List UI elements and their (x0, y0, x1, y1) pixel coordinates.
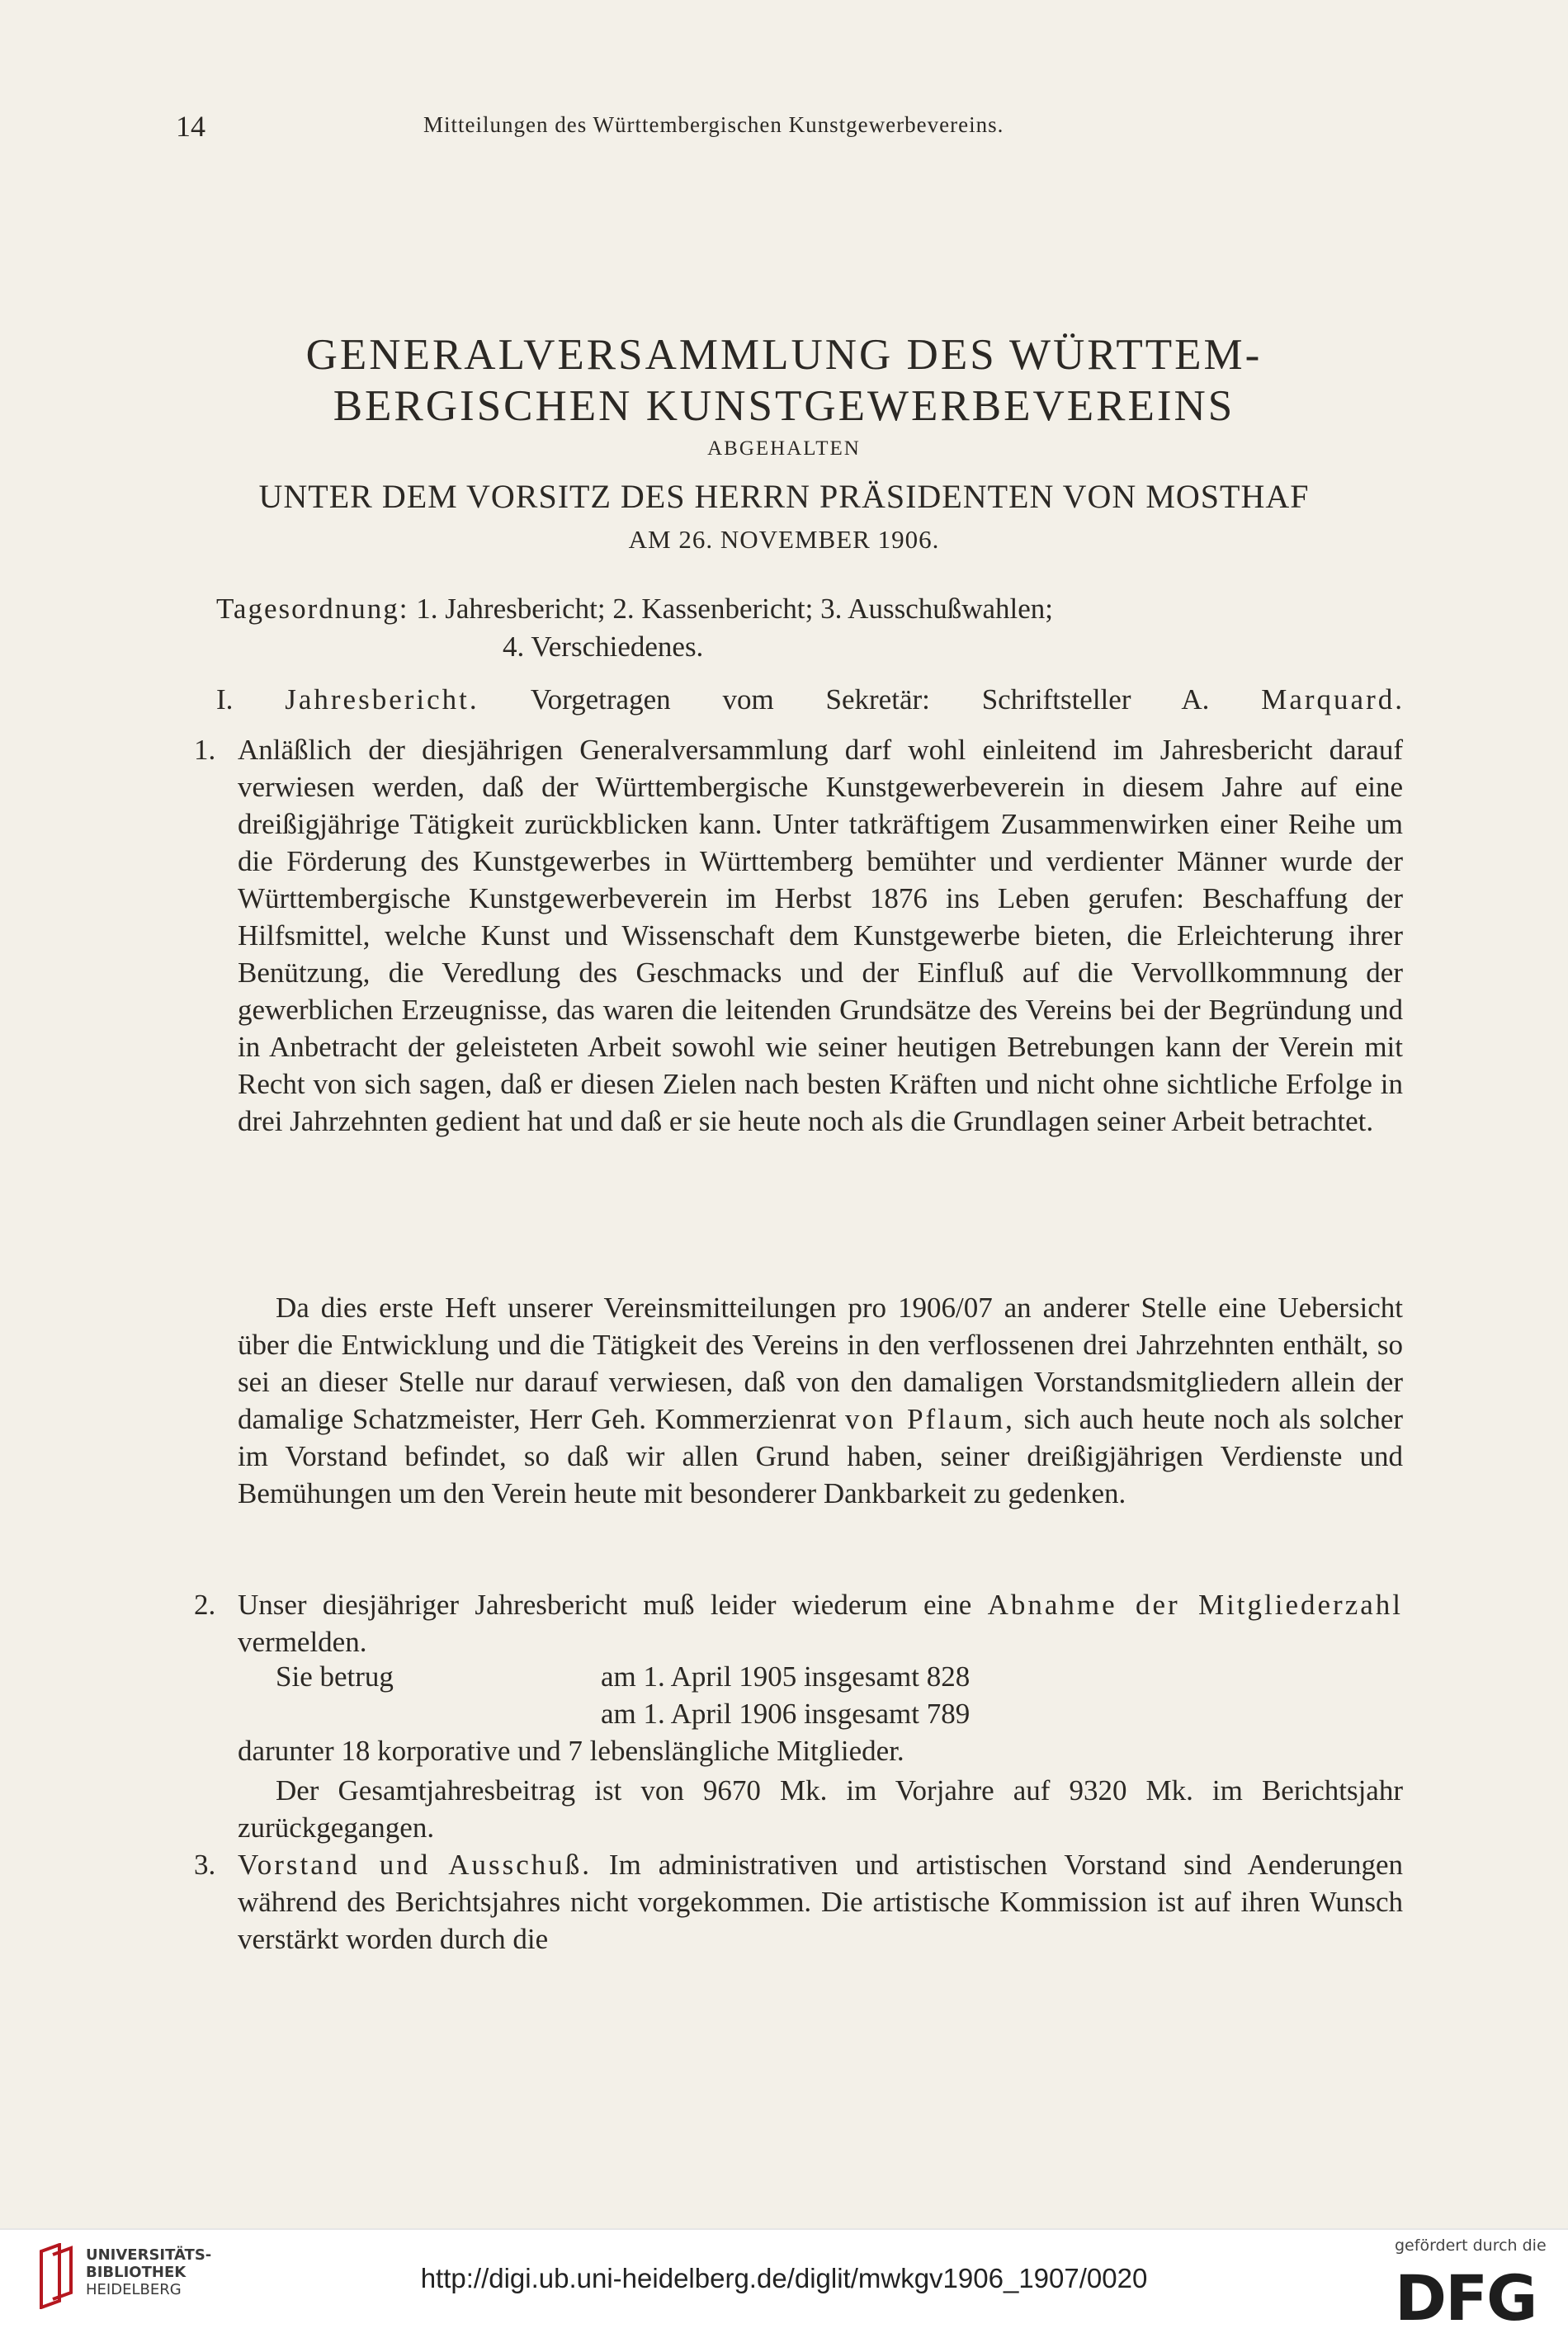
library-name-line-1: UNIVERSITÄTS- (86, 2246, 212, 2264)
title-line-4: UNTER DEM VORSITZ DES HERRN PRÄSIDENTEN VON MOSTHAF (258, 478, 1310, 515)
item-number-2: 2. (194, 1589, 216, 1621)
agenda-label: Tagesordnung: (216, 593, 409, 625)
paragraph-1b-text-b: sich auch heute noch als solcher im Vorstand befindet, so daß wir allen Grund haben, seiner dreißigjährigen Verdienste und Bemühungen um den Verein heute mit besonderer Dankbarkeit zu gedenken. (238, 1403, 1403, 1509)
page-number: 14 (176, 110, 205, 143)
paragraph-2-text-a: Unser diesjähriger Jahresbericht muß leider wiederum eine (238, 1589, 972, 1621)
paragraph-3 (238, 1846, 1403, 1958)
section-presented: Vorgetragen vom Sekretär: Schriftsteller A. (530, 683, 1210, 716)
paragraph-3-text: Im administrativen und artistischen Vorstand sind Aenderungen während des Berichtsjahres nicht vorgekommen. Die artistische Kommission ist auf ihren Wunsch verstärkt worden durch die (238, 1849, 1404, 1955)
paragraph-2c: Der Gesamtjahresbeitrag ist von 9670 Mk. im Vorjahre auf 9320 Mk. im Berichtsjahr zurückgegangen. (238, 1774, 1403, 1844)
title-line-1: GENERALVERSAMMLUNG DES WÜRTTEM- (305, 331, 1263, 379)
paragraph-3-heading: Vorstand und Ausschuß. (238, 1849, 592, 1881)
paragraph-1b (238, 1289, 1403, 1512)
person-name: von Pflaum, (844, 1403, 1015, 1435)
library-name-line-3: HEIDELBERG (86, 2281, 182, 2298)
library-name-line-2: BIBLIOTHEK (86, 2264, 187, 2281)
title-line-5: AM 26. NOVEMBER 1906. (628, 525, 940, 554)
agenda-line-1: 1. Jahresbericht; 2. Kassenbericht; 3. Ausschußwahlen; (416, 593, 1054, 625)
agenda (216, 593, 1053, 626)
membership-1906: am 1. April 1906 insgesamt 789 (601, 1698, 971, 1730)
membership-1905: am 1. April 1905 insgesamt 828 (601, 1660, 971, 1693)
dfg-logo: DFG (1395, 2261, 1537, 2335)
running-title: Mitteilungen des Württembergischen Kunstgewerbevereins. (423, 112, 1004, 137)
paragraph-1b-text-a: Da dies erste Heft unserer Vereinsmitteilungen pro 1906/07 an anderer Stelle eine Uebersicht über die Entwicklung und die Tätigkeit des Vereins in den verflossenen drei Jahrzehnten enthält, so sei an dieser Stelle nur darauf verwiesen, daß von den damaligen Vorstandsmitgliedern allein der damalige Schatzmeister, Herr Geh. Kommerzienrat (238, 1292, 1403, 1435)
item-number-1: 1. (194, 734, 216, 766)
section-roman: I. (216, 683, 234, 716)
membership-label: Sie betrug (276, 1660, 394, 1693)
permalink-url[interactable]: http://digi.ub.uni-heidelberg.de/diglit/mwkgv1906_1907/0020 (420, 2263, 1148, 2293)
membership-breakdown: darunter 18 korporative und 7 lebenslängliche Mitglieder. (238, 1735, 904, 1767)
item-number-3: 3. (194, 1849, 216, 1881)
paragraph-2-text-b: vermelden. (238, 1626, 367, 1658)
paragraph-2-emphasis: Abnahme der Mitgliederzahl (987, 1589, 1404, 1621)
paragraph-2 (238, 1586, 1403, 1660)
section-author: Marquard. (1261, 683, 1405, 716)
section-title: Jahresbericht. (285, 683, 479, 716)
title-line-3: ABGEHALTEN (707, 437, 861, 460)
paragraph-1: Anläßlich der diesjährigen Generalversammlung darf wohl einleitend im Jahresbericht darauf verwiesen werden, daß der Württembergische Kunstgewerbeverein in diesem Jahre auf eine dreißigjährige Tätigkeit zurückblicken kann. Unter tatkräftigem Zusammenwirken einer Reihe um die Förderung des Kunstgewerbes in Württemberg bemühter und verdienter Männer wurde der Württembergische Kunstgewerbeverein im Herbst 1876 ins Leben gerufen: Beschaffung der Hilfsmittel, welche Kunst und Wissenschaft dem Kunstgewerbe bieten, die Erleichterung ihrer Benützung, die Veredlung des Geschmacks und der Einfluß auf die Vervollkommnung der gewerblichen Erzeugnisse, das waren die leitenden Grundsätze des Vereins bei der Begründung und in Anbetracht der geleisteten Arbeit sowohl wie seiner heutigen Betrebungen kann der Verein mit Recht von sich sagen, daß er diesen Zielen nach besten Kräften und nicht ohne sichtliche Erfolge in drei Jahrzehnten gedient hat und daß er sie heute noch als die Grundlagen seiner Arbeit betrachtet. (238, 734, 1403, 1137)
section-heading (216, 683, 1405, 716)
funding-label: gefördert durch die (1395, 2236, 1547, 2255)
title-line-2: BERGISCHEN KUNSTGEWERBEVEREINS (333, 382, 1235, 430)
agenda-line-2: 4. Verschiedenes. (503, 631, 704, 663)
